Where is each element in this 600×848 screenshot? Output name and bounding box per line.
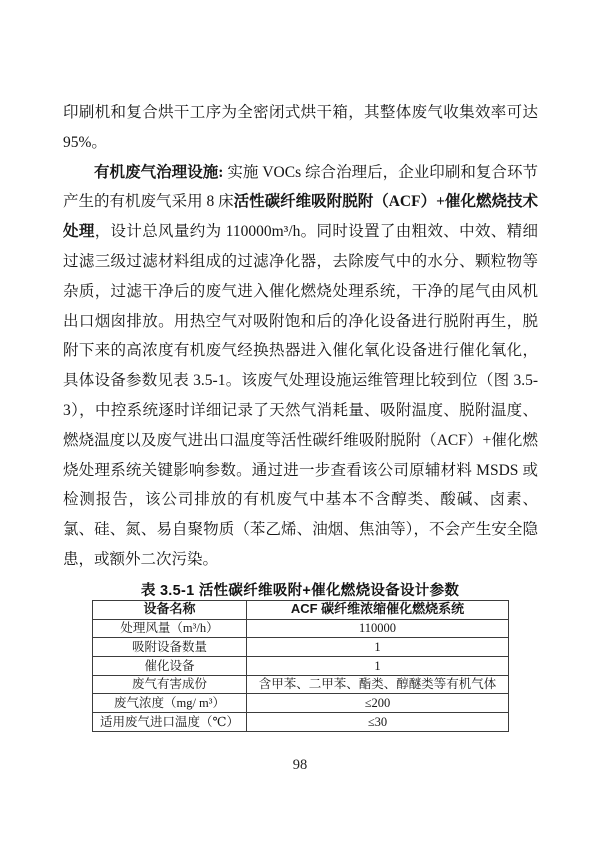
cell-value: 1 [247,638,509,657]
table-row [93,638,509,657]
text-run: 实施 VOCs 综合治理后，企业印刷和复合环节产生的有机废气采用 8 床 [63,163,538,211]
table-header-row [93,601,509,620]
table-row [93,619,509,638]
header-cell-system-name: ACF 碳纤维浓缩催化燃烧系统 [247,601,509,620]
cell-value: 1 [247,657,509,676]
text-run: ，设计总风量约为 110000m³/h。同时设置了由粗效、中效、精细过滤三级过滤材料组成的过滤净化器，去除废气中的水分、颗粒物等杂质，过滤干净后的废气进入催化燃烧处理系统，干净的尾气由风机出口烟囱排放。用热空气对吸附饱和后的净化设备进行脱附再生，脱附下来的高浓度有机废气经换热器进入催化氧化设备进行催化氧化，具体设备参数见表 3.5-1。该废气处理设施运维管理比较到位（图 3.5-3），中控系统逐时详细记录了天然气消耗量、吸附温度、脱附温度、燃烧温度以及废气进出口温度等活性碳纤维吸附脱附（ACF）+催化燃烧处理系统关键影响参数。通过进一步查看该公司原辅材料 MSDS 或检测报告，该公司排放的有机废气中基本不含醇类、酸碱、卤素、氯、硅、氮、易自聚物质（苯乙烯、油烟、焦油等），不会产生安全隐患，或额外二次污染。 [63,223,538,568]
cell-label: 废气浓度（mg/ m³） [93,694,247,713]
cell-label: 处理风量（m³/h） [93,619,247,638]
table-row [93,657,509,676]
table-row [93,713,509,732]
cell-value: ≤200 [247,694,509,713]
table-caption: 表 3.5-1 活性碳纤维吸附+催化燃烧设备设计参数 [140,583,460,599]
page-number: 98 [292,757,308,773]
table-row [93,675,509,694]
cell-label: 催化设备 [93,657,247,676]
cell-value: ≤30 [247,713,509,732]
cell-label: 废气有害成份 [93,675,247,694]
paragraph-vocs-treatment [63,158,538,575]
cell-label: 适用废气进口温度（℃） [93,713,247,732]
body-text [63,98,538,575]
bold-acf-catalytic-label: 活性碳纤维吸附脱附（ACF）+催化燃烧技术处理 [63,193,538,241]
cell-value: 含甲苯、二甲苯、酯类、醇醚类等有机气体 [247,675,509,694]
design-parameters-table [92,600,509,732]
paragraph-continuation: 印刷机和复合烘干工序为全密闭式烘干箱，其整体废气收集效率可达95%。 [63,104,538,151]
cell-label: 吸附设备数量 [93,638,247,657]
bold-treatment-facility-label: 有机废气治理设施: [94,163,224,181]
header-cell-device-name: 设备名称 [93,601,247,620]
table-row [93,694,509,713]
cell-value: 110000 [247,619,509,638]
